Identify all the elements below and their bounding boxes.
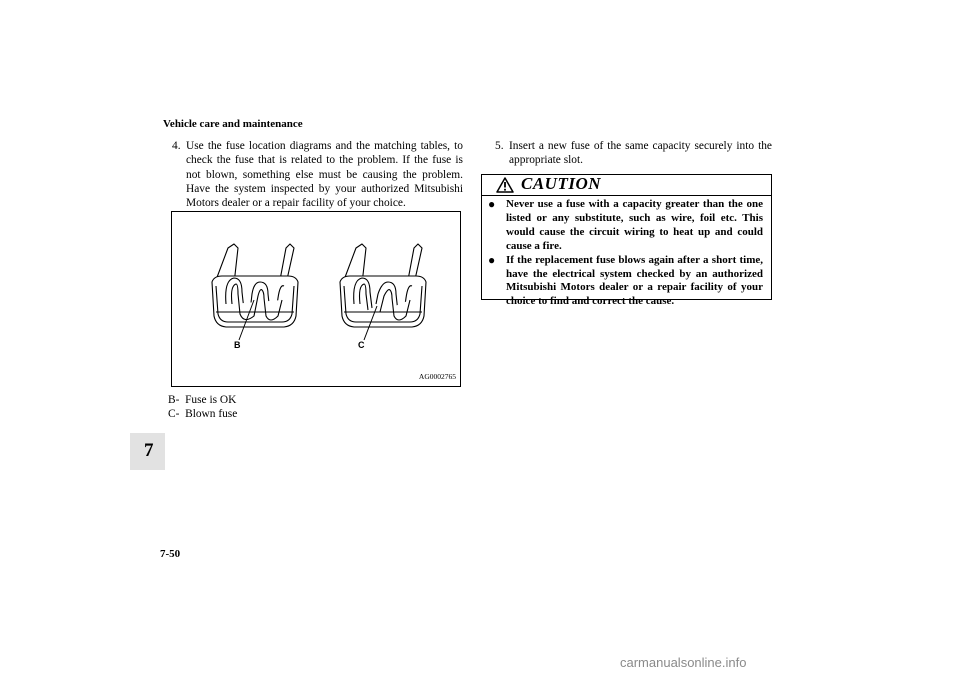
step-number: 4. [172,140,181,152]
step-4 [172,139,463,210]
page-number: 7-50 [160,548,181,560]
fuse-illustration [171,211,461,387]
caution-header [482,175,771,196]
legend-key: B- [168,394,180,406]
figure-code: AG0002765 [418,372,456,381]
bullet-icon: ● [488,197,496,211]
chapter-number: 7 [144,440,154,461]
section-title: Vehicle care and maintenance [163,118,303,130]
legend-item [168,394,237,408]
caution-item-text: If the replacement fuse blows again after a short time, have the electrical system checked by an authorized Mitsubishi Motors dealer or a repair facility of your choice to find and correct the cause. [506,253,763,308]
step-5 [495,139,772,168]
caution-list [482,196,771,309]
figure-label-c: C [358,340,365,350]
step-text: Insert a new fuse of the same capacity securely into the appropriate slot. [509,140,772,167]
fuse-diagram-drawing [172,212,460,386]
step-number: 5. [495,140,504,152]
legend-item [168,408,237,422]
warning-triangle-icon [496,177,514,193]
legend-key: C- [168,407,180,420]
caution-item-text: Never use a fuse with a capacity greater than the one listed or any substitute, such as wire, foil etc. This would cause the circuit wiring to heat up and could cause a fire. [506,198,763,252]
fuse-ok-drawing [212,244,298,327]
legend-text: Blown fuse [185,407,238,420]
figure-label-b: B [234,340,241,350]
legend-text: Fuse is OK [185,394,237,406]
step-text: Use the fuse location diagrams and the matching tables, to check the fuse that is related to the problem. If the fuse is not blown, something else must be causing the problem. Have the system inspected by your authorized Mitsubishi Motors dealer or a repair facility of your choice. [186,140,463,210]
bullet-icon: ● [488,252,496,267]
figure-legend [168,394,237,421]
caution-title: CAUTION [521,174,602,193]
caution-item [488,254,763,310]
caution-box [481,174,772,308]
watermark: carmanualsonline.info [620,655,747,670]
caution-item [488,198,763,254]
fuse-blown-drawing [340,244,426,327]
